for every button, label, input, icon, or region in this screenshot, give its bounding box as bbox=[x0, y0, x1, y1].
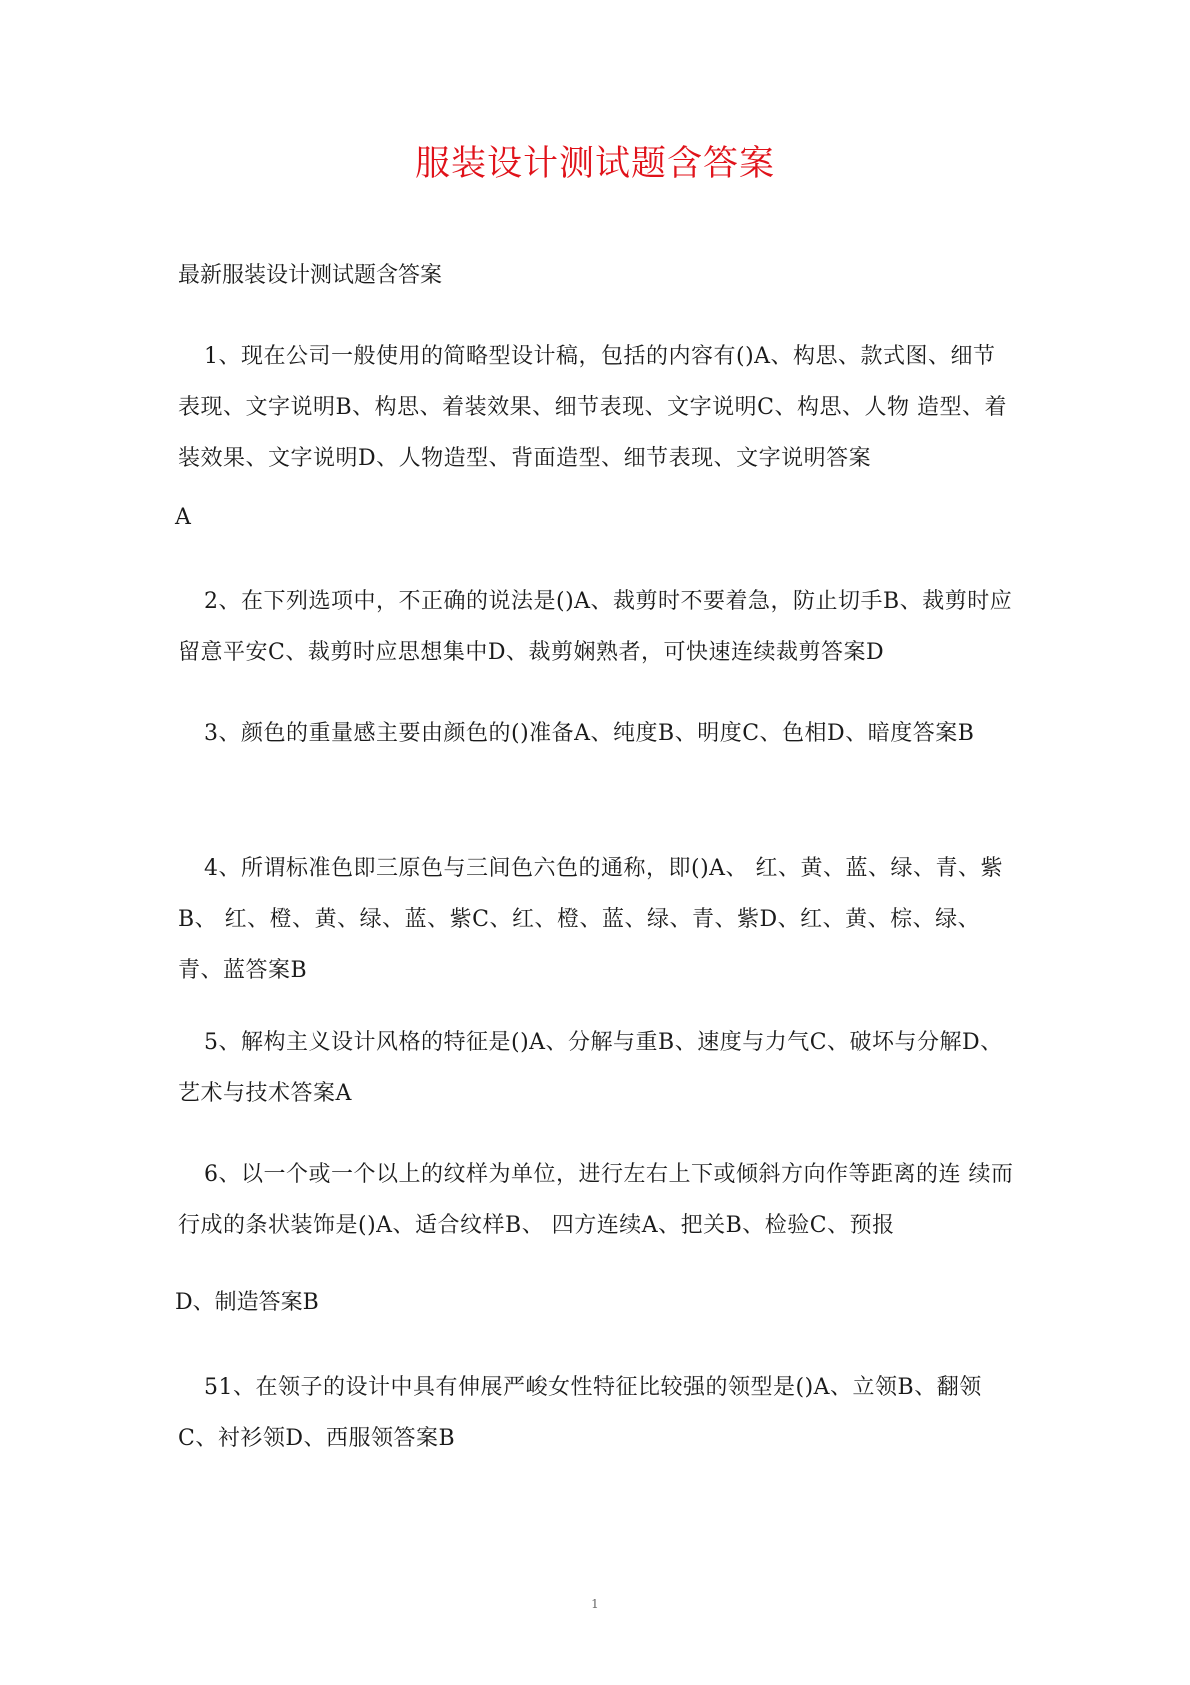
question-4: 4、所谓标准色即三原色与三间色六色的通称，即()A、 红、黄、蓝、绿、青、紫B、 红、橙、黄、绿、蓝、紫C、红、橙、蓝、绿、青、紫D、红、黄、棕、绿、青、蓝答案B bbox=[178, 856, 1004, 983]
question-51: 51、在领子的设计中具有伸展严峻女性特征比较强的领型是()A、立领B、翻领C、衬衫领D、西服领答案B bbox=[178, 1375, 982, 1451]
page-number: 1 bbox=[591, 1597, 599, 1611]
question-3: 3、颜色的重量感主要由颜色的()准备A、纯度B、明度C、色相D、暗度答案B bbox=[204, 721, 975, 746]
answer-6: D、制造答案B bbox=[175, 1290, 319, 1315]
question-1: 1、现在公司一般使用的简略型设计稿，包括的内容有()A、构思、款式图、细节表现、文字说明B、构思、着装效果、细节表现、文字说明C、构思、人物 造型、着装效果、文字说明D、人物造型、背面造型、细节表现、文字说明答案 bbox=[178, 344, 1007, 471]
document-title: 服装设计测试题含答案 bbox=[414, 144, 775, 184]
answer-1: A bbox=[175, 505, 191, 530]
question-6: 6、以一个或一个以上的纹样为单位，进行左右上下或倾斜方向作等距离的连 续而行成的条状装饰是()A、适合纹样B、 四方连续A、把关B、检验C、预报 bbox=[178, 1162, 1014, 1238]
question-5: 5、解构主义设计风格的特征是()A、分解与重B、速度与力气C、破坏与分解D、艺术与技术答案A bbox=[178, 1030, 1003, 1106]
document-subtitle: 最新服装设计测试题含答案 bbox=[178, 263, 443, 288]
question-2: 2、在下列选项中，不正确的说法是()A、裁剪时不要着急，防止切手B、裁剪时应留意平安C、裁剪时应思想集中D、裁剪娴熟者，可快速连续裁剪答案D bbox=[178, 589, 1013, 665]
